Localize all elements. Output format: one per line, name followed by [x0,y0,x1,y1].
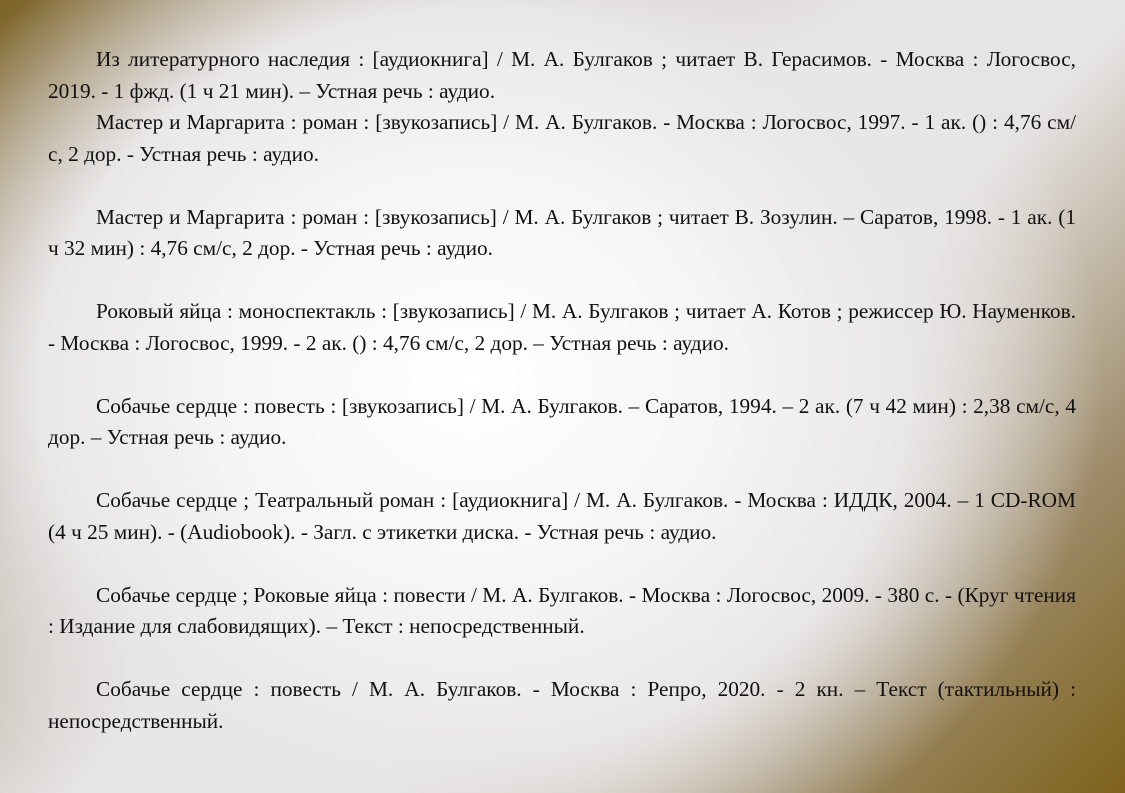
bibliography-entry: Собачье сердце ; Театральный роман : [аудиокнига] / М. А. Булгаков. - Москва : ИДДК, 2004. – 1 CD-ROM (4 ч 25 мин). - (Audiobook). - Загл. с этикетки диска. - Устная речь : аудио. [48,488,1076,544]
bibliography-entry: Мастер и Маргарита : роман : [звукозапись] / М. А. Булгаков ; читает В. Зозулин. – Саратов, 1998. - 1 ак. (1 ч 32 мин) : 4,76 см/с, 2 дор. - Устная речь : аудио. [48,204,1076,260]
bibliography-entry: Роковый яйца : моноспектакль : [звукозапись] / М. А. Булгаков ; читает А. Котов ; режиссер Ю. Науменков. - Москва : Логосвос, 1999. - 2 ак. () : 4,76 см/с, 2 дор. – Устная речь : аудио. [48,299,1076,355]
bibliography-entry: Собачье сердце : повесть : [звукозапись] / М. А. Булгаков. – Саратов, 1994. – 2 ак. (7 ч 42 мин) : 2,38 см/с, 4 дор. – Устная речь : аудио. [48,393,1076,449]
bibliography-entry: Собачье сердце : повесть / М. А. Булгаков. - Москва : Репро, 2020. - 2 кн. – Текст (тактильный) : непосредственный. [48,677,1076,733]
bibliography-entry: Мастер и Маргарита : роман : [звукозапись] / М. А. Булгаков. - Москва : Логосвос, 1997. - 1 ак. () : 4,76 см/с, 2 дор. - Устная речь : аудио. [48,110,1076,166]
bibliography-entry: Собачье сердце ; Роковые яйца : повести / М. А. Булгаков. - Москва : Логосвос, 2009. - 380 с. - (Круг чтения : Издание для слабовидящих). – Текст : непосредственный. [48,582,1076,638]
bibliography-entry: Из литературного наследия : [аудиокнига] / М. А. Булгаков ; читает В. Герасимов. - Москва : Логосвос, 2019. - 1 фжд. (1 ч 21 мин). – Устная речь : аудио. [48,47,1076,103]
bibliography-list [48,44,1076,737]
